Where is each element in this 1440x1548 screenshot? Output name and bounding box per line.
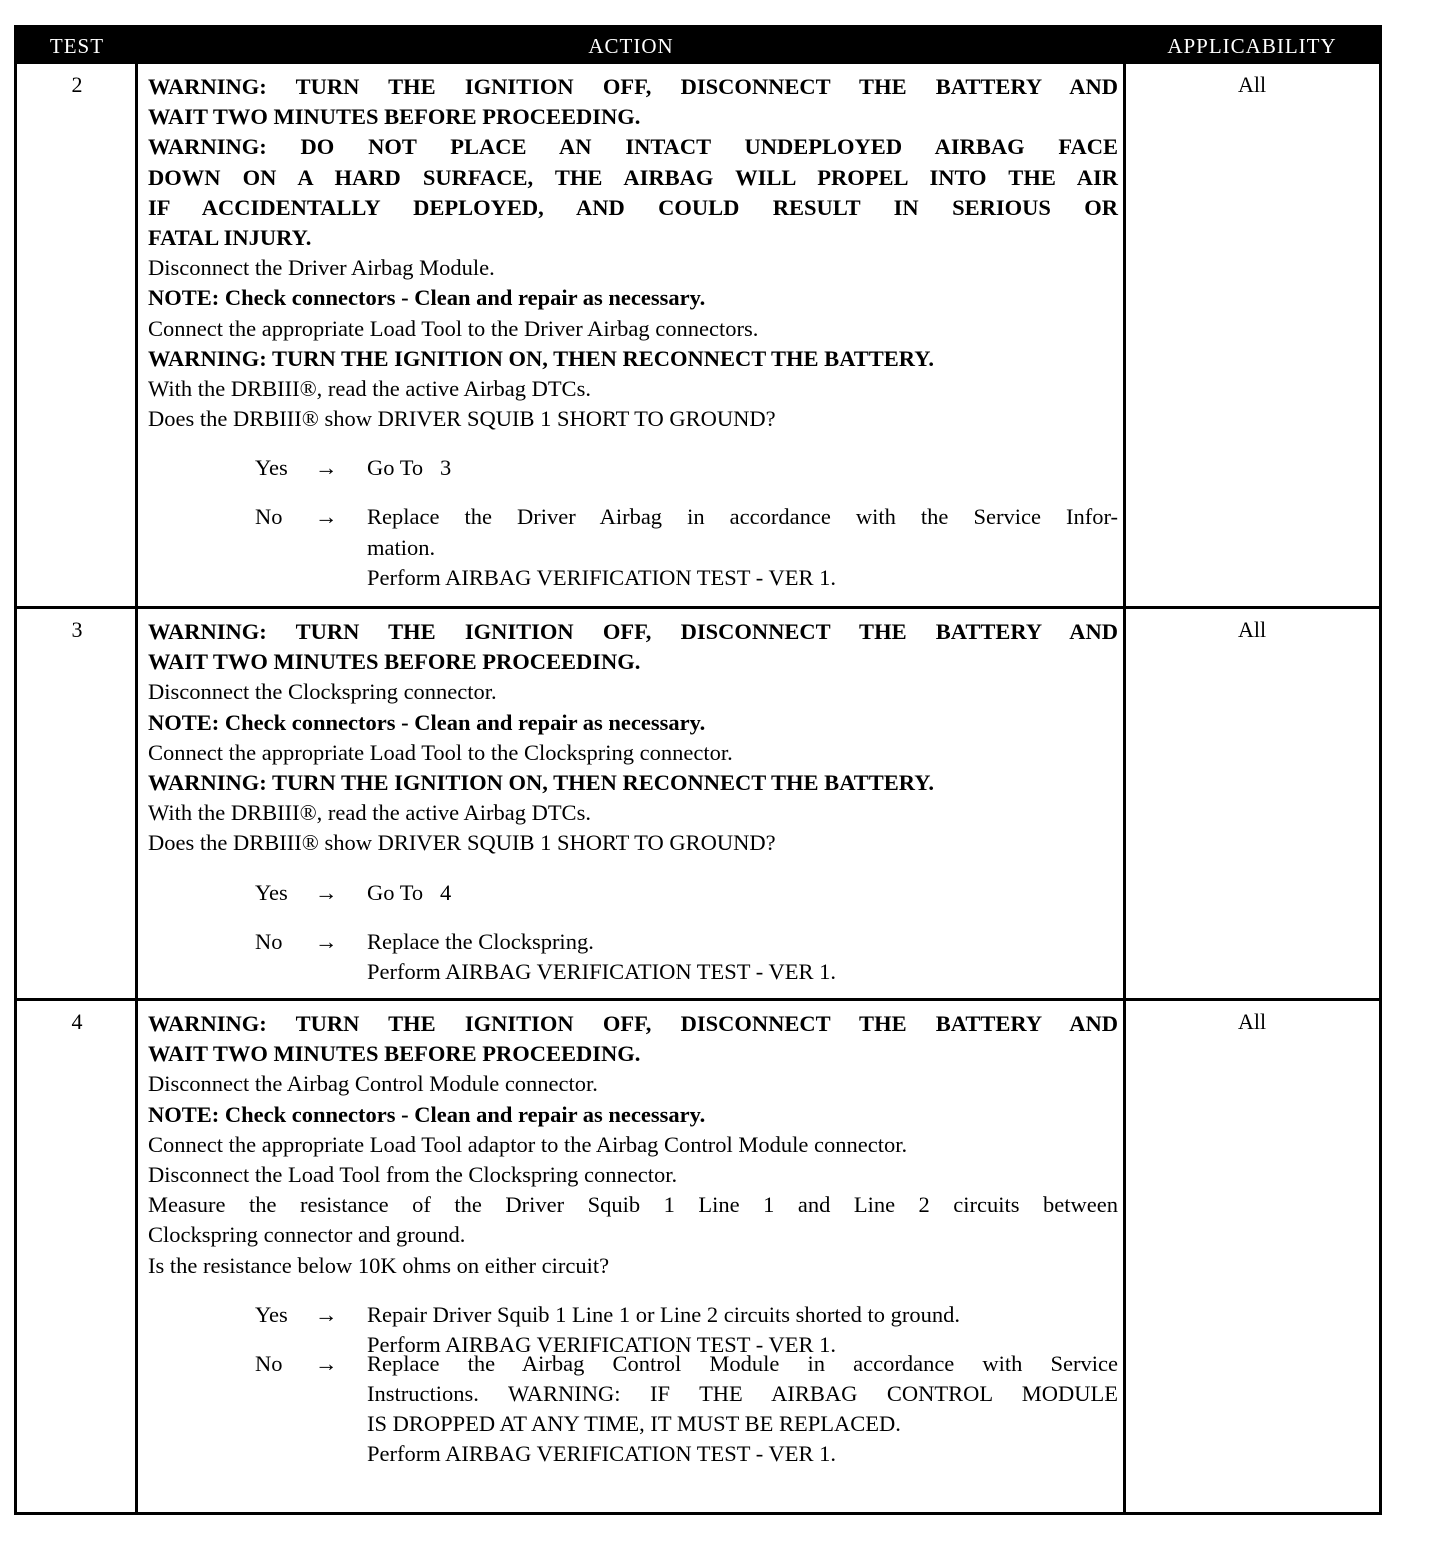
header-action: ACTION [588, 34, 674, 58]
yes-label: Yes [255, 455, 288, 481]
arrow-icon: → [315, 1301, 338, 1327]
warning-text: DOWN ON A HARD SURFACE, THE AIRBAG WILL PROPEL INTO THE AIR [148, 164, 1118, 190]
question-text: Does the DRBIII® show DRIVER SQUIB 1 SHORT TO GROUND? [148, 830, 776, 856]
arrow-icon: → [315, 504, 338, 530]
diagnostic-table [14, 25, 1382, 1515]
question-text: Does the DRBIII® show DRIVER SQUIB 1 SHORT TO GROUND? [148, 406, 776, 432]
arrow-icon: → [315, 455, 338, 481]
yes-result [367, 453, 1118, 483]
note-text: NOTE: Check connectors - Clean and repair as necessary. [148, 1101, 706, 1127]
action-cell [148, 72, 1118, 590]
result-line: Go To 3 [367, 455, 452, 481]
yes-answer [148, 1300, 1118, 1358]
instruction-text: Disconnect the Driver Airbag Module. [148, 255, 495, 281]
no-result [367, 927, 1118, 987]
note-text: NOTE: Check connectors - Clean and repair as necessary. [148, 709, 706, 735]
instruction-text: Connect the appropriate Load Tool to the Driver Airbag connectors. [148, 315, 759, 341]
no-answer [148, 927, 1118, 984]
no-result [367, 1349, 1118, 1470]
test-number: 2 [71, 72, 83, 97]
result-line: Perform AIRBAG VERIFICATION TEST - VER 1. [367, 958, 836, 984]
result-line: Replace the Clockspring. [367, 928, 594, 954]
result-line: Perform AIRBAG VERIFICATION TEST - VER 1. [367, 564, 836, 590]
result-line: mation. [367, 534, 436, 560]
no-answer [148, 1349, 1118, 1467]
instruction-text: Connect the appropriate Load Tool to the Clockspring connector. [148, 739, 733, 765]
applicability-value: All [1237, 1009, 1267, 1034]
instruction-text: Measure the resistance of the Driver Squib 1 Line 1 and Line 2 circuits between [148, 1192, 1118, 1218]
no-answer [148, 502, 1118, 590]
warning-text: WAIT TWO MINUTES BEFORE PROCEEDING. [148, 649, 641, 675]
no-label: No [255, 1350, 283, 1376]
warning-text: WAIT TWO MINUTES BEFORE PROCEEDING. [148, 1041, 641, 1067]
warning-text: IF ACCIDENTALLY DEPLOYED, AND COULD RESULT IN SERIOUS OR [148, 194, 1118, 220]
instruction-text: Disconnect the Clockspring connector. [148, 679, 497, 705]
warning-text: WAIT TWO MINUTES BEFORE PROCEEDING. [148, 104, 641, 130]
table-row [17, 609, 1379, 998]
header-applicability: APPLICABILITY [1167, 34, 1337, 58]
action-cell [148, 1009, 1118, 1467]
yes-label: Yes [255, 1301, 288, 1327]
warning-text: WARNING: TURN THE IGNITION OFF, DISCONNECT THE BATTERY AND [148, 619, 1118, 644]
result-line: Replace the Driver Airbag in accordance with the Service Infor- [367, 504, 1118, 530]
no-label: No [255, 504, 283, 530]
warning-text: WARNING: TURN THE IGNITION OFF, DISCONNECT THE BATTERY AND [148, 1011, 1118, 1036]
action-cell [148, 617, 1118, 984]
warning-text: WARNING: TURN THE IGNITION ON, THEN RECONNECT THE BATTERY. [148, 770, 935, 796]
result-line: Perform AIRBAG VERIFICATION TEST - VER 1. [367, 1441, 836, 1467]
warning-text: WARNING: TURN THE IGNITION OFF, DISCONNECT THE BATTERY AND [148, 74, 1118, 99]
arrow-icon: → [315, 928, 338, 954]
header-test: TEST [49, 34, 105, 58]
yes-answer [148, 453, 1118, 483]
instruction-text: With the DRBIII®, read the active Airbag DTCs. [148, 376, 591, 402]
no-result [367, 502, 1118, 593]
result-line: Replace the Airbag Control Module in accordance with Service [367, 1350, 1118, 1376]
test-number: 3 [71, 617, 83, 642]
table-row [17, 64, 1379, 606]
arrow-icon: → [315, 879, 338, 905]
yes-result [367, 878, 1118, 908]
warning-text: WARNING: DO NOT PLACE AN INTACT UNDEPLOYED AIRBAG FACE [148, 134, 1118, 160]
arrow-icon: → [315, 1350, 338, 1376]
table-row [17, 1001, 1379, 1512]
instruction-text: Clockspring connector and ground. [148, 1222, 466, 1248]
result-line: Perform AIRBAG VERIFICATION TEST - VER 1. [367, 1332, 836, 1358]
warning-text: WARNING: TURN THE IGNITION ON, THEN RECONNECT THE BATTERY. [148, 345, 935, 371]
table-header [17, 28, 1379, 64]
yes-answer [148, 878, 1118, 908]
instruction-text: With the DRBIII®, read the active Airbag DTCs. [148, 800, 591, 826]
result-line: IS DROPPED AT ANY TIME, IT MUST BE REPLACED. [367, 1411, 901, 1437]
test-number: 4 [71, 1009, 83, 1034]
note-text: NOTE: Check connectors - Clean and repair as necessary. [148, 285, 706, 311]
yes-label: Yes [255, 879, 288, 905]
applicability-value: All [1237, 72, 1267, 97]
result-line: Go To 4 [367, 879, 452, 905]
result-line: Repair Driver Squib 1 Line 1 or Line 2 circuits shorted to ground. [367, 1301, 960, 1327]
instruction-text: Disconnect the Load Tool from the Clockspring connector. [148, 1162, 678, 1188]
no-label: No [255, 928, 283, 954]
instruction-text: Disconnect the Airbag Control Module connector. [148, 1071, 598, 1097]
warning-text: FATAL INJURY. [148, 225, 312, 251]
instruction-text: Connect the appropriate Load Tool adaptor to the Airbag Control Module connector. [148, 1131, 908, 1157]
question-text: Is the resistance below 10K ohms on either circuit? [148, 1252, 610, 1278]
result-line: Instructions. WARNING: IF THE AIRBAG CONTROL MODULE [367, 1381, 1118, 1407]
applicability-value: All [1237, 617, 1267, 642]
